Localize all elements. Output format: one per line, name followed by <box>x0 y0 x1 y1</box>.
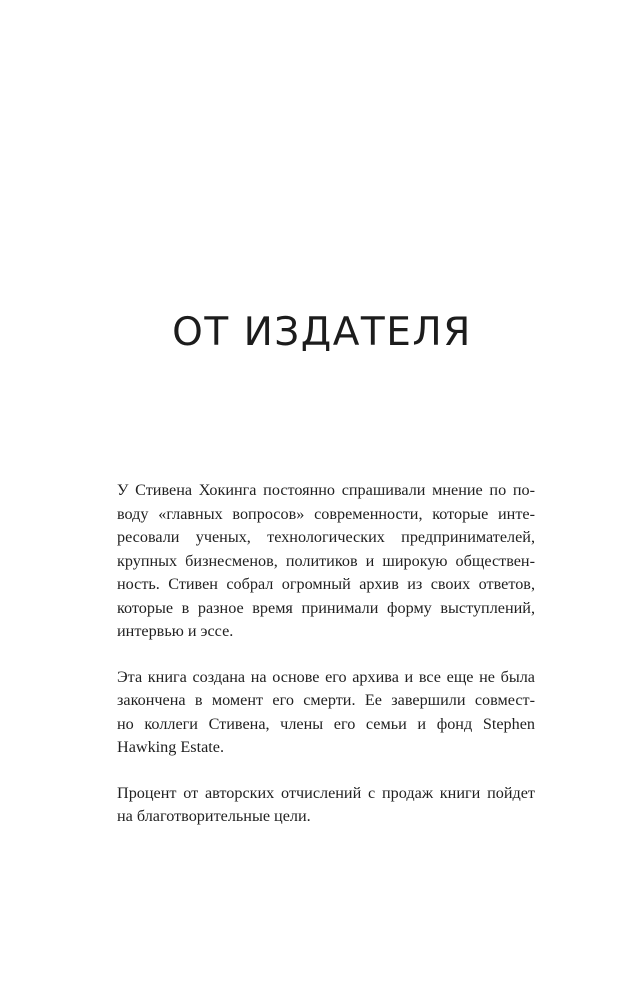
text-line: которые в разное время принимали форму выступлений, <box>117 598 535 617</box>
paragraph-1 <box>117 479 535 644</box>
page-title: ОТ ИЗДАТЕЛЯ <box>172 310 472 355</box>
text-line: воду «главных вопросов» современности, которые инте- <box>117 504 535 523</box>
paragraph-3 <box>117 782 535 829</box>
text-line: Hawking Estate. <box>117 738 224 756</box>
text-line: ность. Стивен собрал огромный архив из своих ответов, <box>117 575 535 593</box>
text-line: закончена в момент его смерти. Ее завершили совмест- <box>117 691 535 709</box>
text-line: Эта книга создана на основе его архива и все еще не была <box>117 667 535 686</box>
text-line: ресовали ученых, технологических предпринимателей, <box>117 528 535 546</box>
text-line: крупных бизнесменов, политиков и широкую обществен- <box>117 551 535 570</box>
text-line: Процент от авторских отчислений с продаж книги пойдет <box>117 783 535 802</box>
text-line: интервью и эссе. <box>117 622 234 640</box>
text-line: на благотворительные цели. <box>117 807 311 825</box>
text-line: но коллеги Стивена, члены его семьи и фонд Stephen <box>117 714 535 733</box>
paragraph-2 <box>117 666 535 760</box>
text-line: У Стивена Хокинга постоянно спрашивали мнение по по- <box>117 481 535 499</box>
publisher-note-body <box>117 479 535 851</box>
